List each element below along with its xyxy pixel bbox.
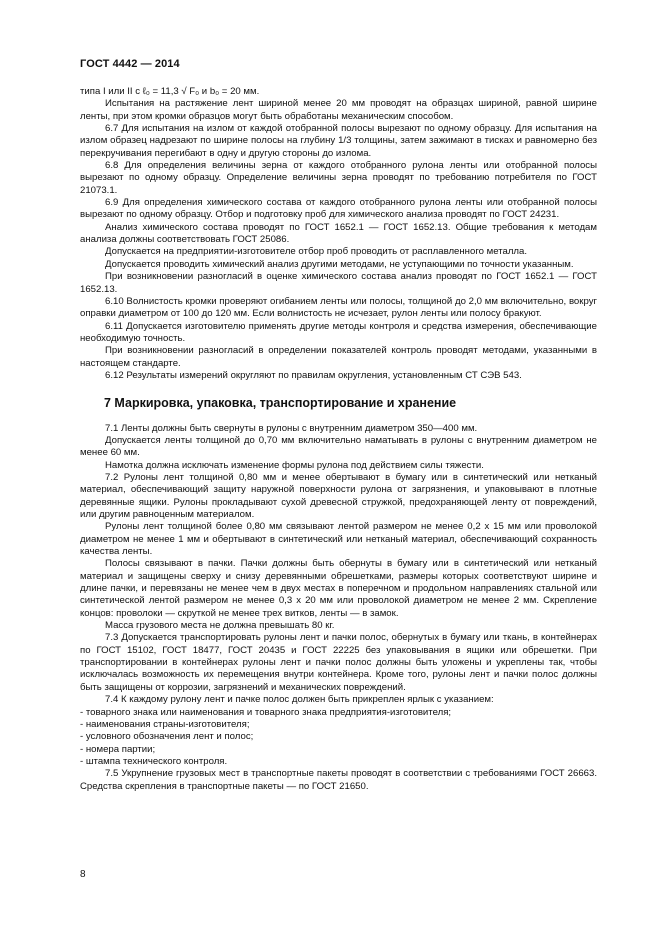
list-item: - номера партии; <box>80 743 156 755</box>
paragraph-7-3: 7.3 Допускается транспортировать рулоны лент и пачки полос, обернутых в бумагу или ткань, в контейнерах по ГОСТ 15102, ГОСТ 18477, ГОСТ 20435 и ГОСТ 22225 без упаковывания в ящики или обрешетки. При транспортировании в контейнерах рулоны лент и пачки полос должны быть уложены и укреплены так, чтобы исключалась возможность их перемещения внутри контейнера. Кроме того, рулоны лент и пачки полос должны быть защищены от коррозии, загрязнений и механических повреждений. <box>80 632 597 693</box>
paragraph: Масса грузового места не должна превышать 80 кг. <box>105 620 335 632</box>
paragraph-6-12: 6.12 Результаты измерений округляют по правилам округления, установленным СТ СЭВ 543. <box>105 369 522 381</box>
paragraph: При возникновении разногласий в определении показателей контроль проводят методами, указанными в настоящем стандарте. <box>80 345 597 369</box>
paragraph-6-9: 6.9 Для определения химического состава от каждого отобранного рулона ленты или отобранной полосы вырезают по одному образцу. Отбор и подготовку проб для химического анализа проводят по ГОСТ 24231. <box>80 197 597 221</box>
paragraph-7-2: 7.2 Рулоны лент толщиной 0,80 мм и менее обертывают в бумагу или в синтетический или нетканый материал, обеспечивающий защиту наружной поверхности рулона от загрязнения, и упаковывают в плотные деревянные ящики. Рулоны прокладывают сухой древесной стружкой, предохраняющей ленту от повреждений, или другим равноценным материалом. <box>80 471 597 520</box>
paragraph: Намотка должна исключать изменение формы рулона под действием силы тяжести. <box>105 459 484 471</box>
paragraph-6-8: 6.8 Для определения величины зерна от каждого отобранного рулона ленты или отобранной полосы вырезают по одному образцу. Определение величины зерна проводят по требованию потребителя по ГОСТ 21073.1. <box>80 160 597 196</box>
section-7-heading: 7 Маркировка, упаковка, транспортирование и хранение <box>104 396 457 411</box>
paragraph-7-5: 7.5 Укрупнение грузовых мест в транспортные пакеты проводят в соответствии с требованиями ГОСТ 26663. Средства скрепления в транспортные пакеты — по ГОСТ 21650. <box>80 768 597 792</box>
document-header: ГОСТ 4442 — 2014 <box>80 58 180 70</box>
paragraph: Полосы связывают в пачки. Пачки должны быть обернуты в бумагу или в синтетический или нетканый материал и защищены сверху и снизу деревянными обрешетками, размеры которых соответствуют ширине и длине пачки, и перевязаны не менее чем в двух местах в поперечном и продольном направлениях стальной или синтетической лентой размером не менее 0,3 х 20 мм или проволокой диаметром не менее 2 мм. Скрепление концов: проволоки — скруткой не менее трех витков, ленты — в замок. <box>80 558 597 619</box>
paragraph: Анализ химического состава проводят по ГОСТ 1652.1 — ГОСТ 1652.13. Общие требования к методам анализа должны соответствовать ГОСТ 25086. <box>80 221 597 246</box>
list-item: - штампа технического контроля. <box>80 755 228 767</box>
page-number: 8 <box>80 869 86 880</box>
paragraph: При возникновении разногласий в оценке химического состава анализ проводят по ГОСТ 1652.1 — ГОСТ 1652.13. <box>80 271 597 295</box>
paragraph: Допускается ленты толщиной до 0,70 мм включительно наматывать в рулоны с внутренним диаметром не менее 60 мм. <box>80 434 597 459</box>
list-item: - условного обозначения лент и полос; <box>80 731 254 743</box>
paragraph-6-11: 6.11 Допускается изготовителю применять другие методы контроля и средства измерения, обеспечивающие необходимую точность. <box>80 320 597 344</box>
paragraph: Допускается проводить химический анализ другими методами, не уступающими по точности указанным. <box>105 258 574 270</box>
list-item: - наименования страны-изготовителя; <box>80 718 250 730</box>
paragraph-6-7: 6.7 Для испытания на излом от каждой отобранной полосы вырезают по одному образцу. Для испытания на излом образец надрезают по ширине полосы на глубину 1/3 толщины, затем зажимают в тисках и равномерно без перекручивания перегибают в одну и другую стороны до излома. <box>80 123 597 159</box>
document-body <box>80 86 597 793</box>
paragraph-7-4: 7.4 К каждому рулону лент и пачке полос должен быть прикреплен ярлык с указанием: <box>105 694 494 706</box>
paragraph-6-10: 6.10 Волнистость кромки проверяют огибанием ленты или полосы, толщиной до 2,0 мм включительно, вокруг оправки диаметром от 100 до 120 мм. Если волнистость не исчезает, рулон ленты или полосу бракуют. <box>80 295 597 320</box>
paragraph: Испытания на растяжение лент шириной менее 20 мм проводят на образцах шириной, равной ширине ленты, при этом кромки образцов могут быть обработаны механическим способом. <box>80 98 597 122</box>
paragraph: типа I или II с ℓ₀ = 11,3 √ F₀ и b₀ = 20 мм. <box>80 86 260 97</box>
paragraph: Допускается на предприятии-изготовителе отбор проб проводить от расплавленного металла. <box>105 246 528 258</box>
paragraph-7-1: 7.1 Ленты должны быть свернуты в рулоны с внутренним диаметром 350—400 мм. <box>105 422 478 434</box>
paragraph: Рулоны лент толщиной более 0,80 мм связывают лентой размером не менее 0,2 х 15 мм или проволокой диаметром не менее 1 мм и обертывают в синтетический или нетканый материал, обеспечивающий сохранность качества ленты. <box>80 521 597 558</box>
list-item: - товарного знака или наименования и товарного знака предприятия-изготовителя; <box>80 706 452 718</box>
